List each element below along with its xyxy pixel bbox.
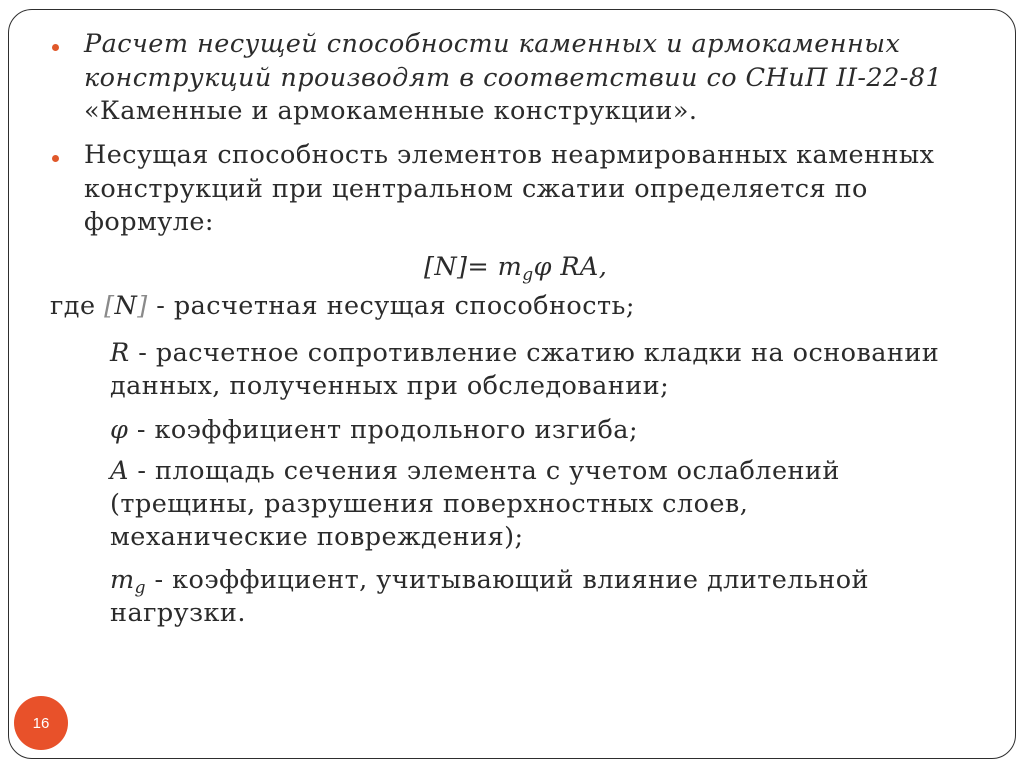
- definition-mg: [110, 564, 869, 598]
- bullet-1-line-1: Расчет несущей способности каменных и армокаменных: [84, 29, 901, 59]
- bracket-open: [: [104, 291, 115, 321]
- bullet-paragraph-1: [84, 28, 942, 129]
- symbol-A: A: [110, 456, 129, 486]
- definition-A-line-1: - площадь сечения элемента с учетом ослаблений: [128, 456, 840, 486]
- formula-lhs: [N]= m: [424, 252, 523, 282]
- page-number-badge: 16: [14, 696, 68, 750]
- bullet-1-line-3: «Каменные и армокаменные конструкции».: [84, 96, 698, 126]
- bracket-close: ]: [137, 291, 148, 321]
- definition-mg-line-1: - коэффициент, учитывающий влияние длительной: [145, 565, 869, 595]
- definition-A-line-3: механические повреждения);: [110, 522, 524, 552]
- definition-intro: где: [50, 291, 105, 321]
- bullet-1-line-2: конструкций производят в соответствии со СНиП II-22-81: [84, 62, 943, 93]
- bullet-2-line-1: Несущая способность элементов неармированных каменных: [84, 140, 935, 170]
- definition-R-line-1: - расчетное сопротивление сжатию кладки на основании: [129, 338, 940, 368]
- formula-subscript: g: [522, 265, 534, 285]
- bullet-2-line-2: конструкций при центральном сжатии определяется по: [84, 173, 868, 204]
- definition-A-continuation-2: [110, 521, 524, 555]
- symbol-R: R: [110, 338, 130, 368]
- symbol-mg-base: m: [110, 565, 135, 595]
- definition-R-continuation: [110, 370, 669, 404]
- definition-A-line-2: (трещины, разрушения поверхностных слоев,: [110, 489, 749, 519]
- definition-mg-line-2: нагрузки.: [110, 598, 246, 628]
- bullet-marker: [52, 155, 59, 162]
- symbol-mg: [110, 565, 146, 598]
- symbol-N: N: [114, 291, 138, 321]
- definition-A: [110, 455, 840, 489]
- definition-phi-text: - коэффициент продольного изгиба;: [128, 415, 638, 445]
- definition-mg-continuation: [110, 597, 246, 631]
- bullet-paragraph-2: [84, 139, 935, 240]
- definition-phi: [110, 414, 638, 448]
- definition-R-line-2: данных, полученных при обследовании;: [110, 371, 670, 401]
- bullet-marker: [52, 44, 59, 51]
- definition-A-continuation-1: [110, 488, 748, 522]
- symbol-phi: φ: [110, 415, 129, 445]
- bullet-2-line-3: формуле:: [84, 207, 214, 237]
- definition-N: [50, 290, 635, 324]
- definition-N-text: - расчетная несущая способность;: [147, 291, 635, 321]
- formula-rhs: φ RA,: [533, 252, 608, 282]
- symbol-mg-subscript: g: [134, 578, 146, 598]
- definition-R: [110, 337, 939, 371]
- formula: [424, 251, 607, 285]
